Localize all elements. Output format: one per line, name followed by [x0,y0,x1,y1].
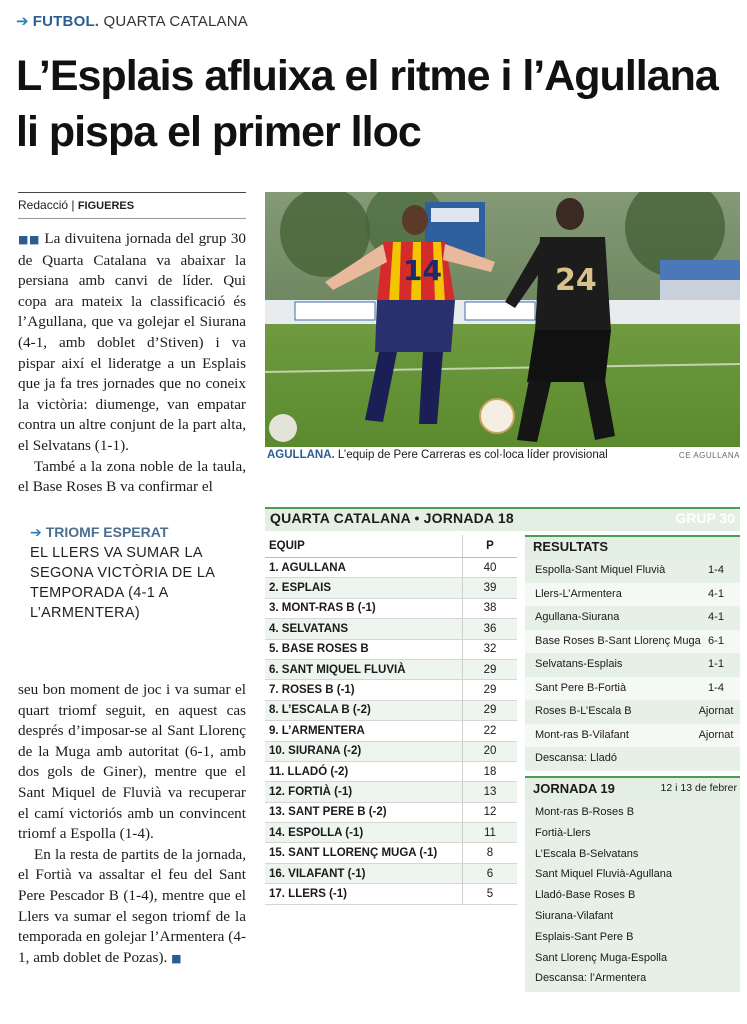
standings-table [265,535,517,905]
team-points: 29 [463,680,518,700]
team-points: 20 [463,741,518,761]
table-row [265,659,517,679]
team-points: 6 [463,863,518,883]
team-points: 36 [463,619,518,639]
results-title: RESULTATS [533,539,609,554]
result-score: 1-1 [708,658,724,670]
table-row [265,578,517,598]
table-row [265,782,517,802]
paragraph: ■■ La divuitena jornada del grup 30 de Quarta Catalana va abaixar la persiana amb canvi de líder. Qui copa ara mateix la classificació és l’Agullana, que va golejar el Siurana (4-1, amb doblet d’Stiven) i va pispar així el lideratge a un Esplais que ja fa tres jornades que no coneix la victòria: diumenge, van empatar contra un altre conjunt de la part alta, el Selvatans (1-1). [18,230,247,454]
result-row [525,583,740,607]
result-score: 4-1 [708,611,724,623]
team-name: 6. SANT MIQUEL FLUVIÀ [265,659,463,679]
table-row [265,558,517,578]
next-round-dates: 12 i 13 de febrer [660,782,737,794]
team-points: 22 [463,721,518,741]
team-name: 5. BASE ROSES B [265,639,463,659]
photo-caption [267,449,740,461]
table-row [265,741,517,761]
team-name: 17. LLERS (-1) [265,884,463,904]
team-points: 13 [463,782,518,802]
fixture-item: Esplais-Sant Pere B [535,930,634,943]
fixture-item: Fortià-Llers [535,826,591,839]
fixture-item: Mont-ras B-Roses B [535,806,635,818]
team-name: 10. SIURANA (-2) [265,741,463,761]
result-row [525,747,740,771]
team-points: 29 [463,700,518,720]
byline-divider [18,218,246,219]
paragraph: També a la zona noble de la taula, el Base Roses B va confirmar el [18,457,246,496]
table-row [265,802,517,822]
byline: Redacció | FIGUERES [18,198,135,212]
result-score: Ajornat [698,728,734,741]
standings-group: GRUP 30 [675,510,735,526]
result-match: Roses B-L’Escala B [535,705,632,717]
match-photo [265,192,740,447]
team-name: 8. L’ESCALA B (-2) [265,700,463,720]
arrow-icon: ➔ [16,13,29,30]
result-score: 6-1 [708,634,724,647]
table-row [265,863,517,883]
result-row [525,724,740,748]
team-points: 29 [463,659,518,679]
result-row [525,606,740,630]
table-row [265,598,517,618]
team-points: 38 [463,598,518,618]
standings-body [265,558,517,905]
pullquote-text: EL LLERS VA SUMAR LA SEGONA VICTÒRIA DE LA TEMPORADA (4-1 A L’ARMENTERA) [30,545,215,621]
standings-header-row [265,535,517,558]
caption-text: L’equip de Pere Carreras es col·loca líder provisional [337,449,608,461]
fixture-item: Sant Llorenç Muga-Espolla [535,951,668,964]
team-name: 4. SELVATANS [265,619,463,639]
fixture-item: L’Escala B-Selvatans [535,847,639,860]
pullquote-label: ➔ TRIOMF ESPERAT [30,524,169,540]
table-row [265,843,517,863]
team-points: 32 [463,639,518,659]
table-row [265,639,517,659]
team-name: 11. LLADÓ (-2) [265,761,463,781]
team-points: 11 [463,823,518,843]
shirt-number: 14 [403,254,442,287]
result-score: Ajornat [698,705,734,717]
column-header-team: EQUIP [265,535,463,558]
article-body-bottom [18,680,246,969]
team-points: 5 [463,884,518,904]
result-row [525,700,740,724]
table-row [265,884,517,904]
team-name: 7. ROSES B (-1) [265,680,463,700]
result-row [525,653,740,677]
lead-square-icon: ■■ [18,233,40,246]
shirt-number: 24 [555,263,597,298]
table-row [265,761,517,781]
fixture-item: Sant Miquel Fluvià-Agullana [535,868,672,881]
result-match: Descansa: Lladó [535,752,617,764]
team-points: 18 [463,761,518,781]
result-match: Espolla-Sant Miquel Fluvià [535,564,666,576]
section-name: FUTBOL. [32,13,100,30]
fixture-item: Lladó-Base Roses B [535,889,636,902]
fixture-item: Siurana-Vilafant [535,910,614,922]
subsection-name: QUARTA CATALANA [103,13,248,30]
standings-title: QUARTA CATALANA • JORNADA 18 [270,510,514,526]
table-row [265,721,517,741]
article-body-top [18,229,246,498]
column-header-points: P [463,535,518,558]
paragraph: En la resta de partits de la jornada, el Fortià va assaltar el feu del Sant Pere Pescador B (1-4), mentre que el Llers va sumar el segon triomf de la temporada en golejar l’Armentera (4-1, amb doblet de Pozas). ■ [18,845,246,966]
result-match: Sant Pere B-Fortià [535,681,627,694]
table-row [265,680,517,700]
team-name: 1. AGULLANA [265,558,463,578]
team-points: 8 [463,843,518,863]
result-match: Base Roses B-Sant Llorenç Muga [535,634,701,647]
section-label [16,12,248,30]
result-row [525,630,740,654]
team-name: 14. ESPOLLA (-1) [265,823,463,843]
football-match-illustration [265,192,740,447]
byline-author: Redacció [18,198,69,212]
table-row [265,823,517,843]
arrow-icon: ➔ [30,524,42,540]
byline-place: FIGUERES [77,200,135,212]
result-row [525,677,740,701]
result-match: Selvatans-Esplais [535,658,623,670]
result-match: Mont-ras B-Vilafant [535,728,629,741]
result-score: 4-1 [708,587,724,600]
table-row [265,619,517,639]
team-points: 39 [463,578,518,598]
result-score: 1-4 [708,681,724,694]
team-name: 16. VILAFANT (-1) [265,863,463,883]
result-score: 1-4 [708,564,724,576]
team-name: 13. SANT PERE B (-2) [265,802,463,822]
paragraph: seu bon moment de joc i va sumar el quart triomf seguit, en aquest cas després d’imposar-se al Sant Llorenç de la Muga amb autoritat (6-1, amb dos gols de Giner), mentre que el Sant Miquel de Fluvià va recuperar el camí victoriós amb un convincent triomf a Espolla (1-4). [18,681,246,843]
fixture-item: Descansa: l’Armentera [535,972,647,985]
result-row [525,559,740,583]
table-row [265,700,517,720]
team-name: 15. SANT LLORENÇ MUGA (-1) [265,843,463,863]
result-match: Llers-L’Armentera [535,587,622,600]
result-match: Agullana-Siurana [535,611,620,623]
team-name: 3. MONT-RAS B (-1) [265,598,463,618]
caption-lead: AGULLANA. [267,449,335,461]
headline: L’Esplais afluixa el ritme i l’Agullana li pispa el primer lloc [16,52,718,156]
team-name: 2. ESPLAIS [265,578,463,598]
photo-credit: CE AGULLANA [678,451,740,460]
byline-divider [18,192,246,193]
next-round-title: JORNADA 19 [533,781,615,796]
end-square-icon: ■ [171,951,182,965]
team-points: 40 [463,558,518,578]
team-points: 12 [463,802,518,822]
team-name: 12. FORTIÀ (-1) [265,782,463,802]
team-name: 9. L’ARMENTERA [265,721,463,741]
